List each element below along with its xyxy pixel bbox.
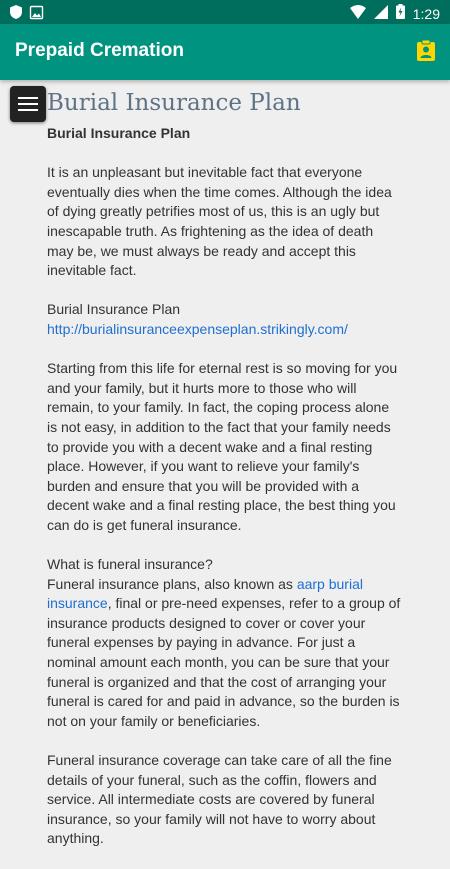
page-title: Burial Insurance Plan: [47, 90, 301, 116]
paragraph-body: Starting from this life for eternal rest is so moving for you and your family, but it hurts more to those who will remain, to your family. In fact, the coping process alone is not easy, in addition to the fact that your family needs to provide you with a decent wake and a final resting place. However, if you want to relieve your family's burden and ensure that you will be provided with a decent wake and a final resting place, the best thing you can do is get funeral insurance.: [47, 360, 398, 533]
contact-button[interactable]: [414, 39, 438, 63]
site-link[interactable]: http://burialinsuranceexpenseplan.strikingly.com/: [47, 320, 348, 337]
menu-button[interactable]: [10, 86, 46, 122]
aarp-link[interactable]: aarp burial insurance: [47, 575, 363, 612]
article: [47, 124, 402, 869]
article-subtitle: Burial Insurance Plan: [47, 125, 191, 141]
status-time: 1:29: [412, 6, 440, 22]
paragraph-coverage: Funeral insurance coverage can take care of all the fine details of your funeral, such as the coffin, flowers and service. All intermediate costs are covered by funeral insurance, so your family will not have to worry about anything.: [47, 752, 392, 847]
status-bar: [0, 0, 450, 24]
paragraph-link-block: [47, 300, 402, 339]
hamburger-menu-icon: [18, 97, 38, 99]
content-area[interactable]: [0, 80, 450, 847]
paragraph-intro: It is an unpleasant but inevitable fact that everyone eventually dies when the time comes. Although the idea of dying greatly petrifies most of us, this is an ugly but inescapable truth. As frightening as the idea of death may be, we must always be ready and accept this inevitable fact.: [47, 164, 392, 279]
battery-icon: [396, 4, 405, 24]
wifi-icon: [350, 5, 366, 24]
contact-card-icon: [414, 50, 438, 67]
shield-icon: [10, 5, 22, 24]
paragraph-funeral-insurance: [47, 555, 402, 731]
link-label: Burial Insurance Plan: [47, 301, 181, 318]
hamburger-menu-line: [18, 103, 38, 105]
signal-icon: [374, 5, 388, 24]
image-icon: [30, 6, 43, 24]
app-title: Prepaid Cremation: [15, 40, 184, 61]
section-heading: What is funeral insurance?: [47, 556, 213, 573]
app-bar: [0, 24, 450, 80]
paragraph-text: , final or pre-need expenses, refer to a group of insurance products designed to cover or cover your funeral expenses by paying in advance. For just a nominal amount each month, you can be sure that your funeral is organized and that the cost of arranging your funeral is cared for and paid in advance, so the burden is not on your family or beneficiaries.: [47, 595, 401, 729]
paragraph-text: Funeral insurance plans, also known as: [47, 575, 297, 592]
hamburger-menu-line: [18, 109, 38, 111]
